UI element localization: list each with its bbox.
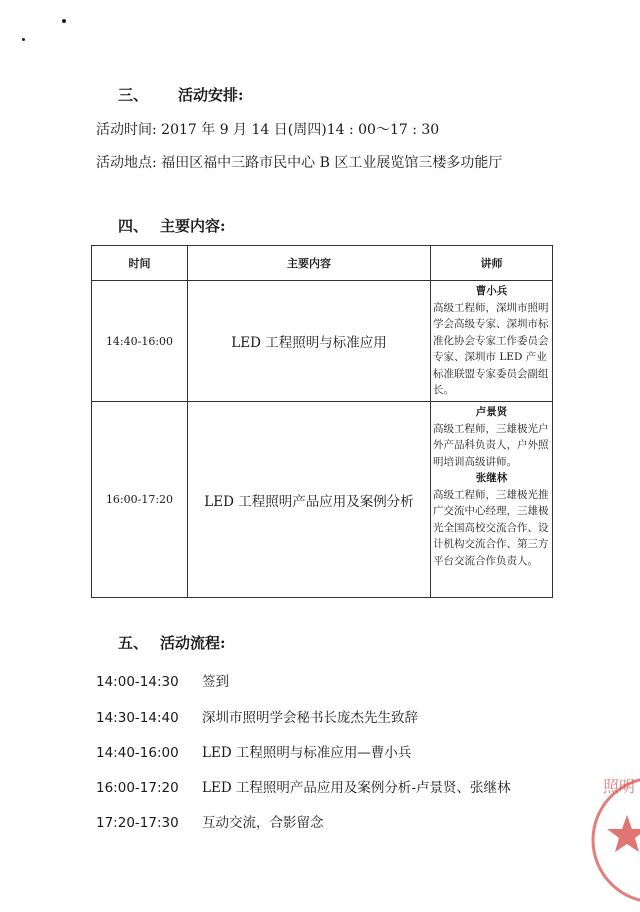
table-header-row xyxy=(92,246,553,281)
section-3-heading xyxy=(118,84,244,105)
row-time: 14:40-16:00 xyxy=(92,281,188,402)
flow-text: LED 工程照明与标准应用—曹小兵 xyxy=(202,745,412,761)
section-4-title: 主要内容: xyxy=(160,217,226,235)
flow-text: 深圳市照明学会秘书长庞杰先生致辞 xyxy=(202,710,418,726)
flow-item xyxy=(96,741,411,761)
lecturer-name: 曹小兵 xyxy=(475,285,508,297)
flow-time: 16:00-17:20 xyxy=(96,780,179,796)
flow-item xyxy=(96,706,418,726)
flow-item xyxy=(96,811,324,831)
lecturer-name: 张继林 xyxy=(475,472,508,484)
activity-time: 活动时间: 2017 年 9 月 14 日(周四)14 : 00～17 : 30 xyxy=(96,122,440,138)
table-row xyxy=(92,281,553,402)
table-row xyxy=(92,402,553,598)
lecturer-desc: 高级工程师，三雄极光推广交流中心经理，三雄极光全国高校交流合作、设计机构交流合作、第三方平台交流合作负责人。 xyxy=(433,488,549,567)
lecturer-desc: 高级工程师，深圳市照明学会高级专家、深圳市标准化协会专家工作委员会专家、深圳市 LED 产业标准联盟专家委员会副组长。 xyxy=(433,301,549,396)
section-5-heading xyxy=(118,632,226,653)
header-lecturer: 讲师 xyxy=(431,246,553,281)
row-lecturers xyxy=(431,402,553,598)
flow-time: 17:20-17:30 xyxy=(96,815,179,831)
section-5-title: 活动流程: xyxy=(160,634,226,652)
section-5-number: 五、 xyxy=(118,634,149,652)
scan-speck xyxy=(22,38,25,41)
flow-item xyxy=(96,776,511,796)
row-lecturers xyxy=(431,281,553,402)
svg-text:照明: 照明 xyxy=(603,777,636,796)
row-content: LED 工程照明与标准应用 xyxy=(188,281,431,402)
lecturer-name: 卢景贤 xyxy=(475,406,508,418)
flow-item xyxy=(96,670,229,690)
activity-place: 活动地点: 福田区福中三路市民中心 B 区工业展览馆三楼多功能厅 xyxy=(96,155,503,171)
content-table xyxy=(91,245,553,598)
flow-text: 签到 xyxy=(202,674,229,690)
section-4-heading xyxy=(118,215,226,236)
flow-text: LED 工程照明产品应用及案例分析-卢景贤、张继林 xyxy=(202,780,511,796)
stamp-star-icon xyxy=(607,815,640,852)
lecturer-desc: 高级工程师，三雄极光户外产品科负责人，户外照明培训高级讲师。 xyxy=(433,422,549,468)
scan-speck xyxy=(62,19,66,23)
flow-time: 14:30-14:40 xyxy=(96,710,179,726)
row-content: LED 工程照明产品应用及案例分析 xyxy=(188,402,431,598)
red-seal-stamp xyxy=(585,760,640,910)
flow-text: 互动交流，合影留念 xyxy=(202,815,324,831)
row-time: 16:00-17:20 xyxy=(92,402,188,598)
section-3-title: 活动安排: xyxy=(178,86,244,104)
header-content: 主要内容 xyxy=(188,246,431,281)
section-3-number: 三、 xyxy=(118,86,149,104)
section-4-number: 四、 xyxy=(118,217,149,235)
flow-time: 14:00-14:30 xyxy=(96,674,179,690)
flow-time: 14:40-16:00 xyxy=(96,745,179,761)
header-time: 时间 xyxy=(92,246,188,281)
